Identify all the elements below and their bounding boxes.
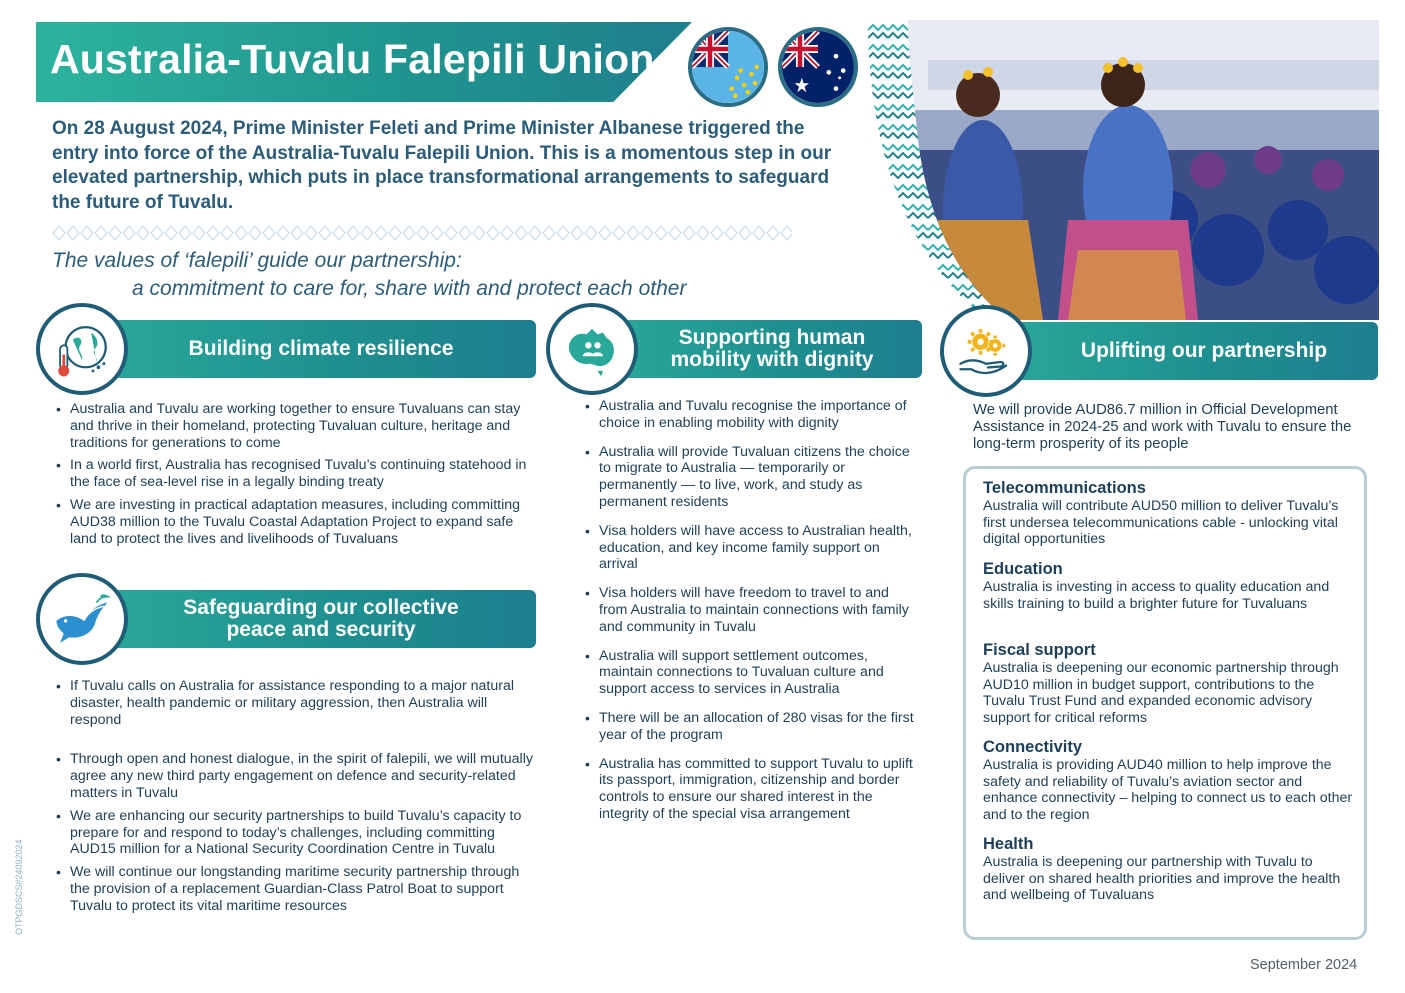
hero-photo xyxy=(868,20,1379,320)
partnership-section-header xyxy=(990,322,1378,380)
list-item: • In a world first, Australia has recognised Tuvalu’s continuing statehood in the face of sea-level rise in a legally binding treaty xyxy=(52,457,542,491)
publication-date: September 2024 xyxy=(1250,957,1358,973)
mobility-bullet-list xyxy=(581,398,921,823)
list-item: • Visa holders will have access to Australian health, education, and key income family support on arrival xyxy=(581,523,921,573)
uplift-item-education xyxy=(983,560,1358,612)
uplift-item-text: Australia is deepening our partnership with Tuvalu to deliver on shared health priorities and improve the health and wellbeing of Tuvaluans xyxy=(983,854,1341,904)
partnership-section-title: Uplifting our partnership xyxy=(1080,339,1328,362)
uplift-item-connectivity xyxy=(983,738,1358,823)
uplift-item-telecommunications xyxy=(983,479,1358,548)
list-item: • Australia and Tuvalu recognise the importance of choice in enabling mobility with dignity xyxy=(581,398,921,432)
uplift-item-health xyxy=(983,835,1358,904)
tuvalu-flag-icon xyxy=(688,27,768,107)
climate-section-title: Building climate resilience xyxy=(188,337,454,360)
list-item: • There will be an allocation of 280 visas for the first year of the program xyxy=(581,710,921,744)
uplift-item-text: Australia is providing AUD40 million to help improve the safety and reliability of Tuvalu’s aviation sector and enhance connectivity – helping to connect us to each other and to the region xyxy=(983,757,1353,823)
mobility-section-header xyxy=(596,320,922,378)
security-bullet-list xyxy=(52,678,542,915)
list-item: • Australia will support settlement outcomes, maintain connections to Tuvaluan culture and support access to services in Australia xyxy=(581,648,921,698)
uplift-item-text: Australia will contribute AUD50 million to deliver Tuvalu’s first undersea telecommunications cable - unlocking vital digital opportunities xyxy=(983,498,1339,548)
list-item: • Through open and honest dialogue, in the spirit of falepili, we will mutually agree any new third party engagement on defence and security-related matters in Tuvalu xyxy=(52,751,542,801)
climate-section-header xyxy=(86,320,536,378)
values-subheading: a commitment to care for, share with and protect each other xyxy=(132,277,687,300)
mobility-section-title-line2: mobility with dignity xyxy=(670,348,874,371)
uplift-item-heading: Telecommunications xyxy=(983,479,1146,497)
list-item: • Australia has committed to support Tuvalu to uplift its passport, immigration, citizenship and border controls to ensure our shared interest in the integrity of the special visa arrangement xyxy=(581,756,921,823)
oda-paragraph: We will provide AUD86.7 million in Official Development Assistance in 2024-25 and work with Tuvalu to ensure the long-term prosperity of its people xyxy=(973,402,1352,452)
list-item: • Australia and Tuvalu are working together to ensure Tuvaluans can stay and thrive in their homeland, protecting Tuvaluan culture, heritage and traditions for generations to come xyxy=(52,401,542,451)
uplift-item-fiscal-support xyxy=(983,641,1358,726)
list-item: • Australia will provide Tuvaluan citizens the choice to migrate to Australia — temporarily or permanently — to live, work, and study as permanent residents xyxy=(581,444,921,511)
dove-icon xyxy=(36,573,128,665)
list-item: • We are enhancing our security partnerships to build Tuvalu’s capacity to prepare for and respond to today’s challenges, including committing AUD15 million for a National Security Coordination Centre in Tuvalu xyxy=(52,808,542,858)
globe-thermometer-icon xyxy=(36,303,128,395)
uplift-item-text: Australia is investing in access to quality education and skills training to build a brighter future for Tuvaluans xyxy=(983,579,1330,612)
mobility-section-title-line1: Supporting human xyxy=(678,326,866,349)
uplift-item-heading: Health xyxy=(983,835,1034,853)
gears-hand-icon xyxy=(940,305,1032,397)
list-item: • Visa holders will have freedom to travel to and from Australia to maintain connections with family and community in Tuvalu xyxy=(581,585,921,635)
climate-bullet-list xyxy=(52,401,542,547)
list-item: • If Tuvalu calls on Australia for assistance responding to a major natural disaster, health pandemic or military aggression, then Australia will respond xyxy=(52,678,542,728)
uplift-item-heading: Education xyxy=(983,560,1063,578)
intro-paragraph: On 28 August 2024, Prime Minister Feleti and Prime Minister Albanese triggered the entry into force of the Australia-Tuvalu Falepili Union. This is a momentous step in our elevated partnership, which puts in place transformational arrangements to safeguard the future of Tuvalu. xyxy=(52,118,832,213)
list-item: • We are investing in practical adaptation measures, including committing AUD38 million to the Tuvalu Coastal Adaptation Project to expand safe land to protect the lives and livelihoods of Tuvaluans xyxy=(52,497,542,547)
australia-flag-icon xyxy=(778,27,858,107)
uplift-item-heading: Fiscal support xyxy=(983,641,1096,659)
uplift-item-text: Australia is deepening our economic partnership through AUD10 million in budget support, contributions to the Tuvalu Trust Fund and expanded economic advisory support for critical reforms xyxy=(983,660,1339,726)
security-section-title-line2: peace and security xyxy=(226,618,416,641)
uplift-details-box xyxy=(963,466,1367,940)
page-title: Australia-Tuvalu Falepili Union xyxy=(50,36,655,82)
security-section-title-line1: Safeguarding our collective xyxy=(183,596,459,619)
uplift-item-heading: Connectivity xyxy=(983,738,1083,756)
values-heading: The values of ‘falepili’ guide our partnership: xyxy=(52,249,462,272)
reference-code: OTPGDSCS#24092024 xyxy=(14,839,24,935)
security-section-header xyxy=(86,590,536,648)
australia-map-people-icon xyxy=(546,303,638,395)
list-item: • We will continue our longstanding maritime security partnership through the provision of a replacement Guardian-Class Patrol Boat to support Tuvalu to protect its vital maritime resources xyxy=(52,864,542,914)
decorative-divider xyxy=(52,224,792,242)
